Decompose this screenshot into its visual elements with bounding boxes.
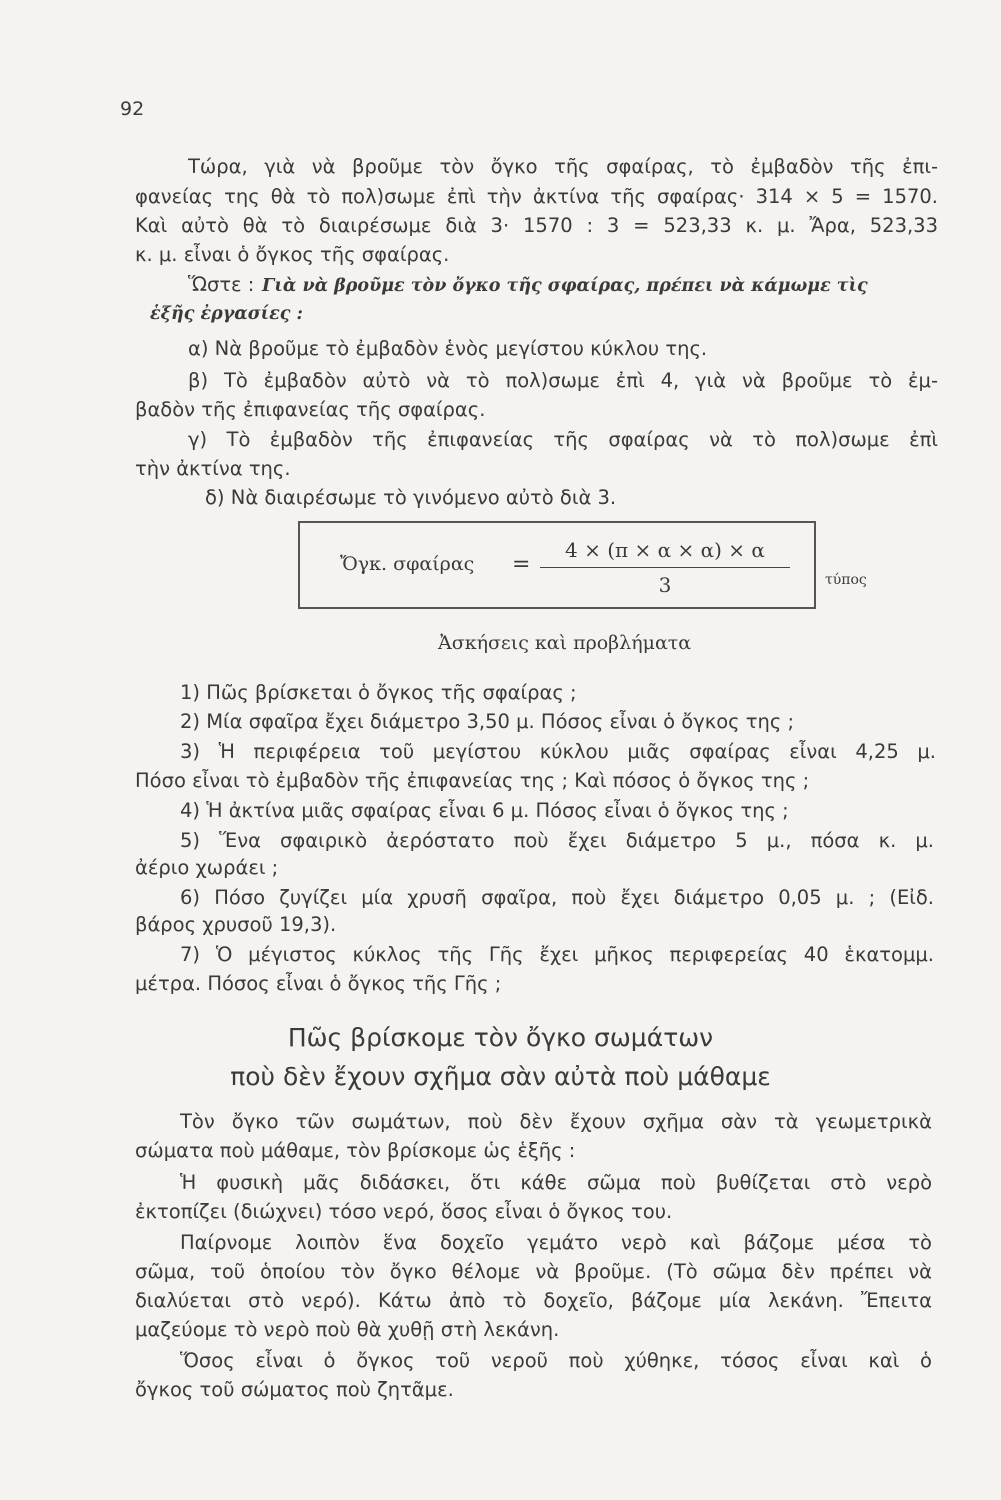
exercise-item: 5) Ἕνα σφαιρικὸ ἀερόστατο ποὺ ἔχει διάμετρο 5 μ., πόσα κ. μ. [180, 829, 934, 852]
step-item: γ) Τὸ ἐμβαδὸν τῆς ἐπιφανείας τῆς σφαίρας νὰ τὸ πολ)σωμε ἐπὶ [188, 428, 938, 451]
exercise-item: 4) Ἡ ἀκτίνα μιᾶς σφαίρας εἶναι 6 μ. Πόσος εἶναι ὁ ὄγκος της ; [180, 799, 789, 822]
rule-emphasis: Γιὰ νὰ βροῦμε τὸν ὄγκο τῆς σφαίρας, πρέπει νὰ κάμωμε τὶς [262, 276, 868, 296]
page-number: 92 [120, 98, 145, 120]
exercise-item: 2) Μία σφαῖρα ἔχει διάμετρο 3,50 μ. Πόσος εἶναι ὁ ὄγκος της ; [180, 710, 795, 733]
step-item: δ) Νὰ διαιρέσωμε τὸ γινόμενο αὐτὸ διὰ 3. [205, 486, 617, 509]
exercise-item: 7) Ὁ μέγιστος κύκλος τῆς Γῆς ἔχει μῆκος περιφερείας 40 ἑκατομμ. [180, 943, 934, 966]
formula-numerator: 4 × (π × α × α) × α [565, 538, 765, 562]
exercise-item: μέτρα. Πόσος εἶναι ὁ ὄγκος τῆς Γῆς ; [135, 972, 502, 995]
rule-emphasis-line2: ἑξῆς ἐργασίες : [150, 304, 303, 324]
intro-line: φανείας της θὰ τὸ πολ)σωμε ἐπὶ τὴν ἀκτίνα τῆς σφαίρας· 314 × 5 = 1570. [135, 185, 938, 208]
exercise-item: βάρος χρυσοῦ 19,3). [135, 913, 337, 936]
section-line: Ὅσος εἶναι ὁ ὄγκος τοῦ νεροῦ ποὺ χύθηκε, τόσος εἶναι καὶ ὁ [180, 1349, 932, 1372]
fraction-bar [540, 567, 790, 568]
intro-line: κ. μ. εἶναι ὁ ὄγκος τῆς σφαίρας. [135, 243, 450, 266]
section-title: Πῶς βρίσκομε τὸν ὄγκο σωμάτων [287, 1023, 714, 1052]
section-title: ποὺ δὲν ἔχουν σχῆμα σὰν αὐτὰ ποὺ μάθαμε [230, 1062, 771, 1091]
exercise-item: 1) Πῶς βρίσκεται ὁ ὄγκος τῆς σφαίρας ; [180, 681, 577, 704]
section-line: διαλύεται στὸ νερό). Κάτω ἀπὸ τὸ δοχεῖο, βάζομε μία λεκάνη. Ἔπειτα [135, 1289, 932, 1312]
step-item: α) Νὰ βροῦμε τὸ ἐμβαδὸν ἑνὸς μεγίστου κύκλου της. [188, 337, 708, 360]
rule-intro: Ὥστε : [188, 273, 255, 296]
section-line: σώματα ποὺ μάθαμε, τὸν βρίσκομε ὡς ἑξῆς : [135, 1139, 576, 1162]
section-line: σῶμα, τοῦ ὁποίου τὸν ὄγκο θέλομε νὰ βροῦμε. (Τὸ σῶμα δὲν πρέπει νὰ [135, 1260, 932, 1283]
intro-line: Τώρα, γιὰ νὰ βροῦμε τὸν ὄγκο τῆς σφαίρας, τὸ ἐμβαδὸν τῆς ἐπι- [188, 155, 938, 178]
intro-line: Καὶ αὐτὸ θὰ τὸ διαιρέσωμε διὰ 3· 1570 : 3 = 523,33 κ. μ. Ἄρα, 523,33 [135, 214, 938, 237]
section-line: Τὸν ὄγκο τῶν σωμάτων, ποὺ δὲν ἔχουν σχῆμα σὰν τὰ γεωμετρικὰ [180, 1110, 932, 1133]
step-item: β) Τὸ ἐμβαδὸν αὐτὸ νὰ τὸ πολ)σωμε ἐπὶ 4, γιὰ νὰ βροῦμε τὸ ἐμ- [188, 369, 938, 392]
step-item: βαδὸν τῆς ἐπιφανείας τῆς σφαίρας. [135, 398, 486, 421]
section-line: ἐκτοπίζει (διώχνει) τόσο νερό, ὅσος εἶναι ὁ ὄγκος του. [135, 1200, 673, 1223]
exercise-item: 3) Ἡ περιφέρεια τοῦ μεγίστου κύκλου μιᾶς σφαίρας εἶναι 4,25 μ. [180, 740, 936, 763]
formula-label: Ὄγκ. σφαίρας [340, 553, 475, 575]
exercise-item: Πόσο εἶναι τὸ ἐμβαδὸν τῆς ἐπιφανείας της ; Καὶ πόσος ὁ ὄγκος της ; [135, 769, 810, 792]
exercise-item: 6) Πόσο ζυγίζει μία χρυσῆ σφαῖρα, ποὺ ἔχει διάμετρο 0,05 μ. ; (Εἰδ. [180, 886, 934, 909]
exercises-heading: Ἀσκήσεις καὶ προβλήματα [438, 632, 692, 654]
step-item: τὴν ἀκτίνα της. [135, 457, 291, 480]
formula-denominator: 3 [658, 573, 672, 597]
section-line: ὄγκος τοῦ σώματος ποὺ ζητᾶμε. [135, 1378, 454, 1401]
section-line: Ἡ φυσικὴ μᾶς διδάσκει, ὅτι κάθε σῶμα ποὺ βυθίζεται στὸ νερὸ [180, 1171, 932, 1194]
section-line: Παίρνομε λοιπὸν ἕνα δοχεῖο γεμάτο νερὸ καὶ βάζομε μέσα τὸ [180, 1231, 932, 1254]
exercise-item: ἀέριο χωράει ; [135, 856, 279, 879]
section-line: μαζεύομε τὸ νερὸ ποὺ θὰ χυθῇ στὴ λεκάνη. [135, 1318, 560, 1341]
formula-note: τύπος [825, 572, 867, 588]
formula-equals: = [512, 552, 531, 577]
